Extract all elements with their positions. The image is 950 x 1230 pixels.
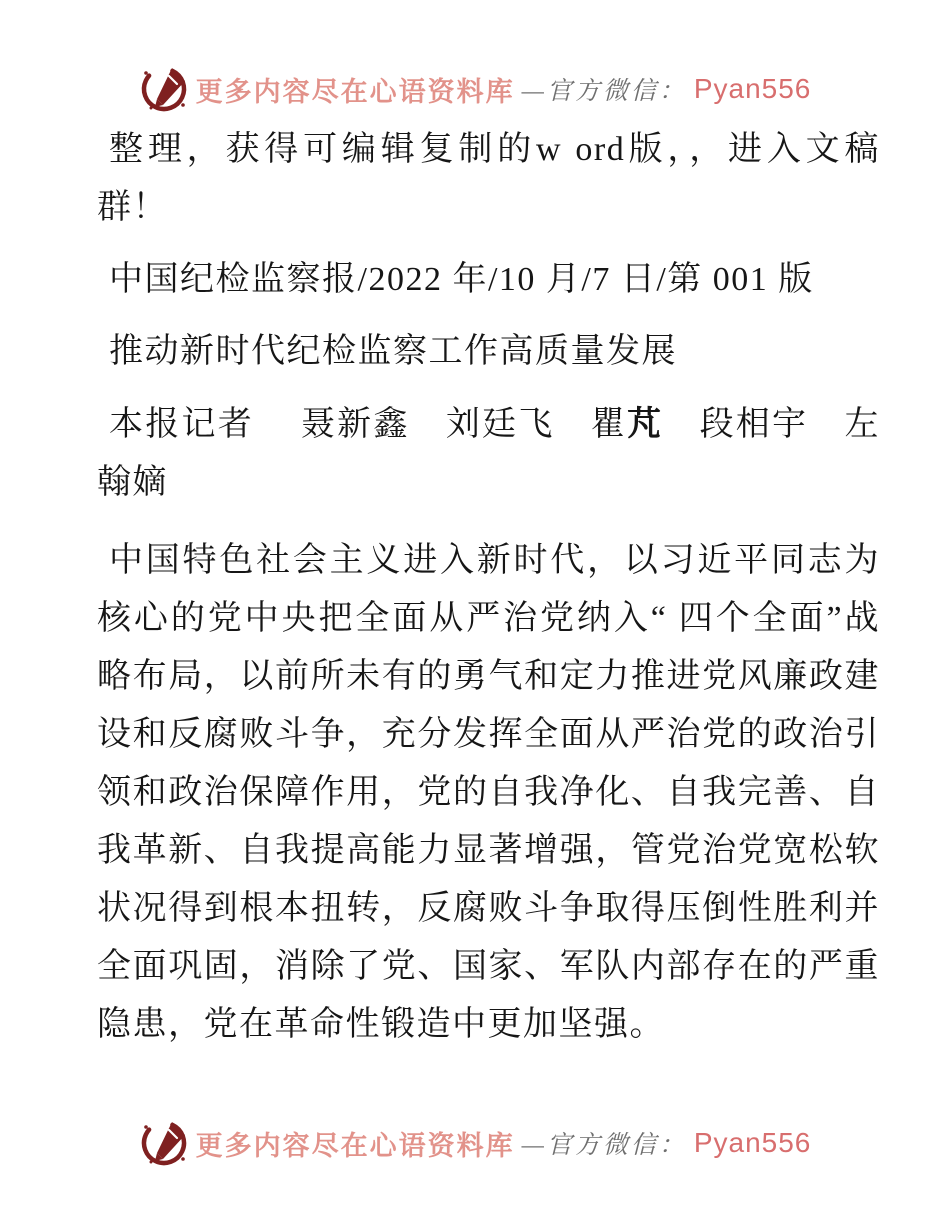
intro-paragraph: 整理，获得可编辑复制的w ord版，，进入文稿群！ <box>97 131 880 226</box>
brand-pen-logo-icon <box>139 63 189 115</box>
watermark-brand-text: 更多内容尽在心语资料库 <box>195 76 515 107</box>
watermark-wechat-label: —官方微信： <box>521 78 687 105</box>
document-body <box>97 121 880 1054</box>
brand-pen-logo-icon <box>139 1117 189 1169</box>
watermark-wechat-id: Pyan556 <box>693 1127 812 1158</box>
byline <box>97 395 880 512</box>
watermark-wechat-label: —官方微信： <box>521 1132 687 1159</box>
source-line: 中国纪检监察报/2022 年/10 月/7 日/第 001 版 <box>109 261 814 298</box>
headline: 推动新时代纪检监察工作高质量发展 <box>109 333 677 370</box>
byline-fallback-glyph: 芃 <box>627 405 664 443</box>
watermark-brand-text: 更多内容尽在心语资料库 <box>195 1130 515 1161</box>
header-watermark <box>0 60 950 118</box>
byline-prefix: 本报记者 聂新鑫 刘廷飞 瞿 <box>109 406 628 443</box>
footer-watermark <box>0 1114 950 1172</box>
watermark-wechat-id: Pyan556 <box>693 73 812 104</box>
byline-suffix: 段相宇 左翰嫡 <box>97 406 881 501</box>
body-paragraph: 中国特色社会主义进入新时代，以习近平同志为核心的党中央把全面从严治党纳入“ 四个全面”战略布局，以前所未有的勇气和定力推进党风廉政建设和反腐败斗争，充分发挥全面从严治党的政治引领和政治保障作用，党的自我净化、自我完善、自我革新、自我提高能力显著增强，管党治党宽松软状况得到根本扭转，反腐败斗争取得压倒性胜利并全面巩固，消除了党、国家、军队内部存在的严重隐患，党在革命性锻造中更加坚强。 <box>97 542 880 1043</box>
